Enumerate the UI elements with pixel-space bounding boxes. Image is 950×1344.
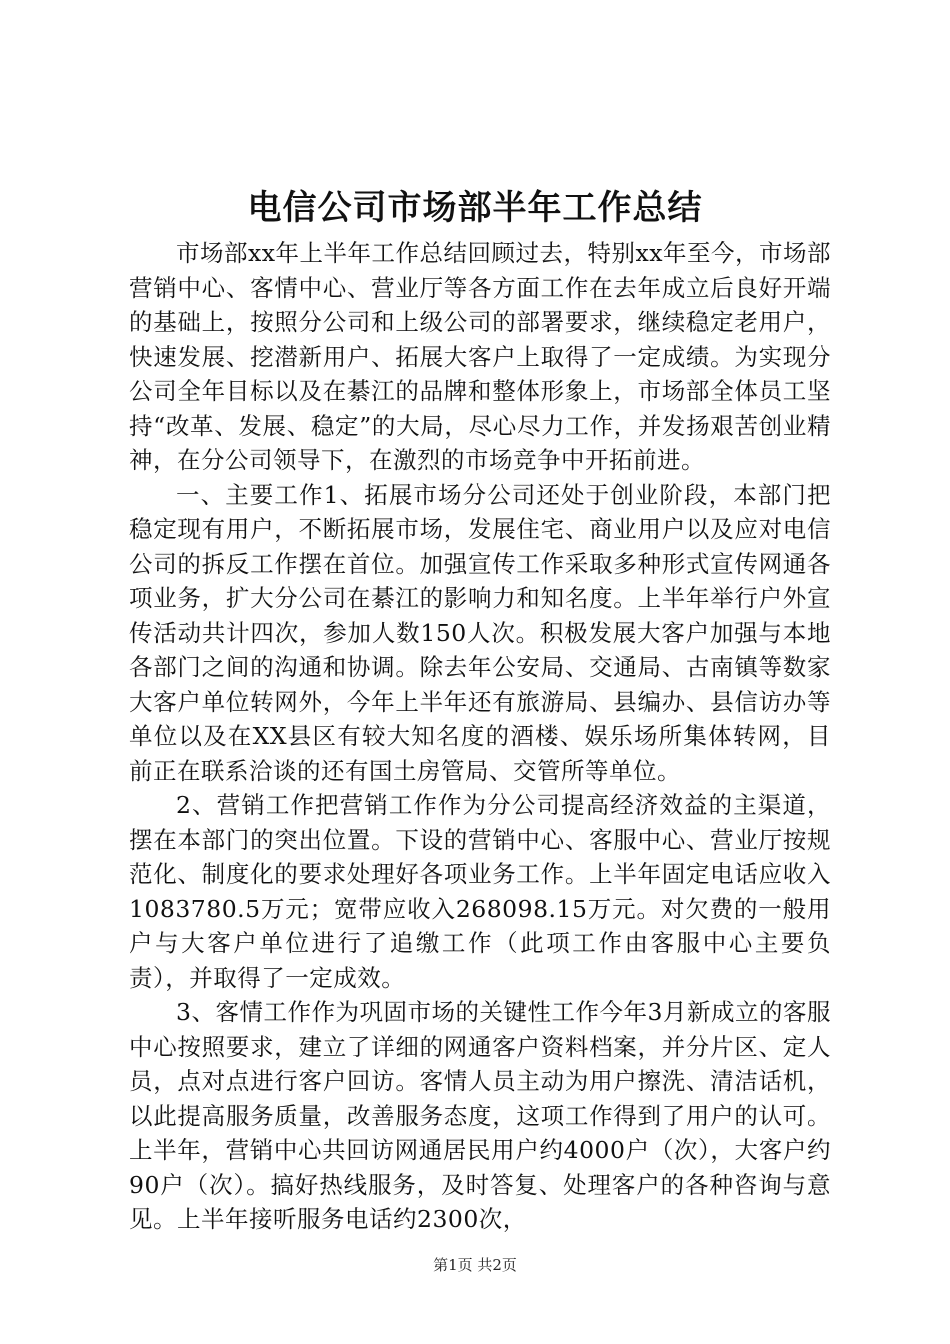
page-footer: 第1页 共2页 [433, 1256, 517, 1274]
document-body [129, 236, 831, 1237]
paragraph-main-work: 一、主要工作1、拓展市场分公司还处于创业阶段，本部门把稳定现有用户，不断拓展市场，发展住宅、商业用户以及应对电信公司的拆反工作摆在首位。加强宣传工作采取多种形式宣传网通各项业务，扩大分公司在綦江的影响力和知名度。上半年举行户外宣传活动共计四次，参加人数150人次。积极发展大客户加强与本地各部门之间的沟通和协调。除去年公安局、交通局、古南镇等数家大客户单位转网外，今年上半年还有旅游局、县编办、县信访办等单位以及在XX县区有较大知名度的酒楼、娱乐场所集体转网，目前正在联系洽谈的还有国土房管局、交管所等单位。 [129, 480, 831, 785]
paragraph-marketing: 2、营销工作把营销工作作为分公司提高经济效益的主渠道，摆在本部门的突出位置。下设的营销中心、客服中心、营业厅按规范化、制度化的要求处理好各项业务工作。上半年固定电话应收入1083780.5万元；宽带应收入268098.15万元。对欠费的一般用户与大客户单位进行了追缴工作（此项工作由客服中心主要负责），并取得了一定成效。 [129, 791, 831, 992]
paragraph-intro: 市场部xx年上半年工作总结回顾过去，特别xx年至今，市场部营销中心、客情中心、营业厅等各方面工作在去年成立后良好开端的基础上，按照分公司和上级公司的部署要求，继续稳定老用户，快速发展、挖潜新用户、拓展大客户上取得了一定成绩。为实现分公司全年目标以及在綦江的品牌和整体形象上，市场部全体员工坚持“改革、发展、稳定”的大局，尽心尽力工作，并发扬艰苦创业精神，在分公司领导下，在激烈的市场竞争中开拓前进。 [129, 239, 832, 474]
document-title: 电信公司市场部半年工作总结 [247, 188, 703, 228]
paragraph-customer-relations: 3、客情工作作为巩固市场的关键性工作今年3月新成立的客服中心按照要求，建立了详细的网通客户资料档案，并分片区、定人员，点对点进行客户回访。客情人员主动为用户擦洗、清洁话机，以此提高服务质量，改善服务态度，这项工作得到了用户的认可。上半年，营销中心共回访网通居民用户约4000户（次），大客户约90户（次）。搞好热线服务，及时答复、处理客户的各种咨询与意见。上半年接听服务电话约2300次， [129, 998, 831, 1233]
